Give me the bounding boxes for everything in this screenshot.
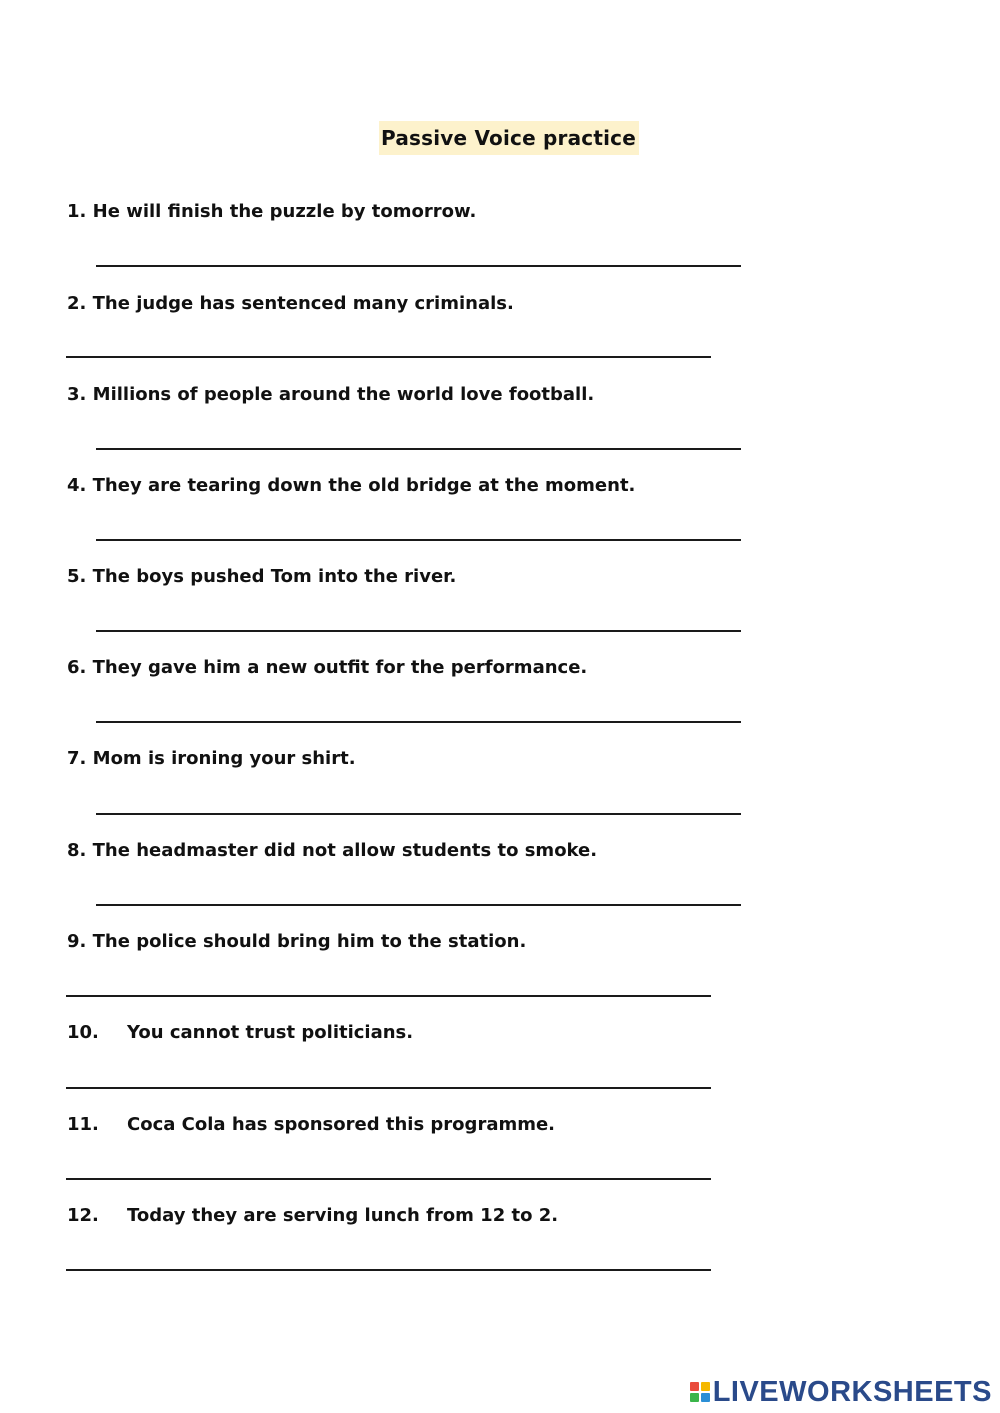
question-number: 9. — [67, 931, 87, 952]
question-number: 11. — [67, 1114, 99, 1135]
answer-line-10[interactable] — [66, 1087, 711, 1089]
question-10 — [67, 1021, 413, 1045]
answer-line-1[interactable] — [96, 265, 741, 267]
question-text: Mom is ironing your shirt. — [92, 748, 356, 769]
answer-line-5[interactable] — [96, 630, 741, 632]
question-4 — [67, 474, 635, 498]
question-11 — [67, 1113, 555, 1137]
question-number: 1. — [67, 201, 87, 222]
answer-line-12[interactable] — [66, 1269, 711, 1271]
question-number: 10. — [67, 1022, 99, 1043]
question-text: They gave him a new outfit for the performance. — [92, 657, 588, 678]
answer-line-8[interactable] — [96, 904, 741, 906]
question-text: The police should bring him to the station. — [92, 931, 527, 952]
question-5 — [67, 565, 456, 589]
answer-line-11[interactable] — [66, 1178, 711, 1180]
question-number: 6. — [67, 657, 87, 678]
question-number: 8. — [67, 840, 87, 861]
question-number: 5. — [67, 566, 87, 587]
answer-line-9[interactable] — [66, 995, 711, 997]
liveworksheets-icon — [690, 1382, 710, 1402]
question-2 — [67, 292, 514, 316]
question-text: The judge has sentenced many criminals. — [92, 293, 514, 314]
question-text: Today they are serving lunch from 12 to 2. — [127, 1205, 559, 1226]
question-text: He will finish the puzzle by tomorrow. — [92, 201, 477, 222]
worksheet-title: Passive Voice practice — [379, 121, 639, 155]
question-number: 4. — [67, 475, 87, 496]
question-number: 3. — [67, 384, 87, 405]
brand-name: LIVEWORKSHEETS — [712, 1375, 992, 1408]
question-text: The headmaster did not allow students to smoke. — [92, 840, 598, 861]
logo-square-icon — [690, 1393, 699, 1402]
question-text: They are tearing down the old bridge at the moment. — [92, 475, 636, 496]
answer-line-6[interactable] — [96, 721, 741, 723]
logo-square-icon — [690, 1382, 699, 1391]
question-text: The boys pushed Tom into the river. — [92, 566, 457, 587]
question-8 — [67, 839, 597, 863]
question-9 — [67, 930, 526, 954]
question-number: 12. — [67, 1205, 99, 1226]
question-text: Millions of people around the world love football. — [92, 384, 595, 405]
liveworksheets-logo[interactable] — [690, 1377, 992, 1407]
answer-line-4[interactable] — [96, 539, 741, 541]
question-text: Coca Cola has sponsored this programme. — [127, 1114, 556, 1135]
logo-square-icon — [701, 1393, 710, 1402]
question-text: You cannot trust politicians. — [127, 1022, 414, 1043]
question-7 — [67, 747, 356, 771]
question-3 — [67, 383, 594, 407]
answer-line-7[interactable] — [96, 813, 741, 815]
answer-line-2[interactable] — [66, 356, 711, 358]
answer-line-3[interactable] — [96, 448, 741, 450]
question-number: 2. — [67, 293, 87, 314]
question-number: 7. — [67, 748, 87, 769]
question-1 — [67, 200, 476, 224]
question-6 — [67, 656, 587, 680]
question-12 — [67, 1204, 558, 1228]
logo-square-icon — [701, 1382, 710, 1391]
